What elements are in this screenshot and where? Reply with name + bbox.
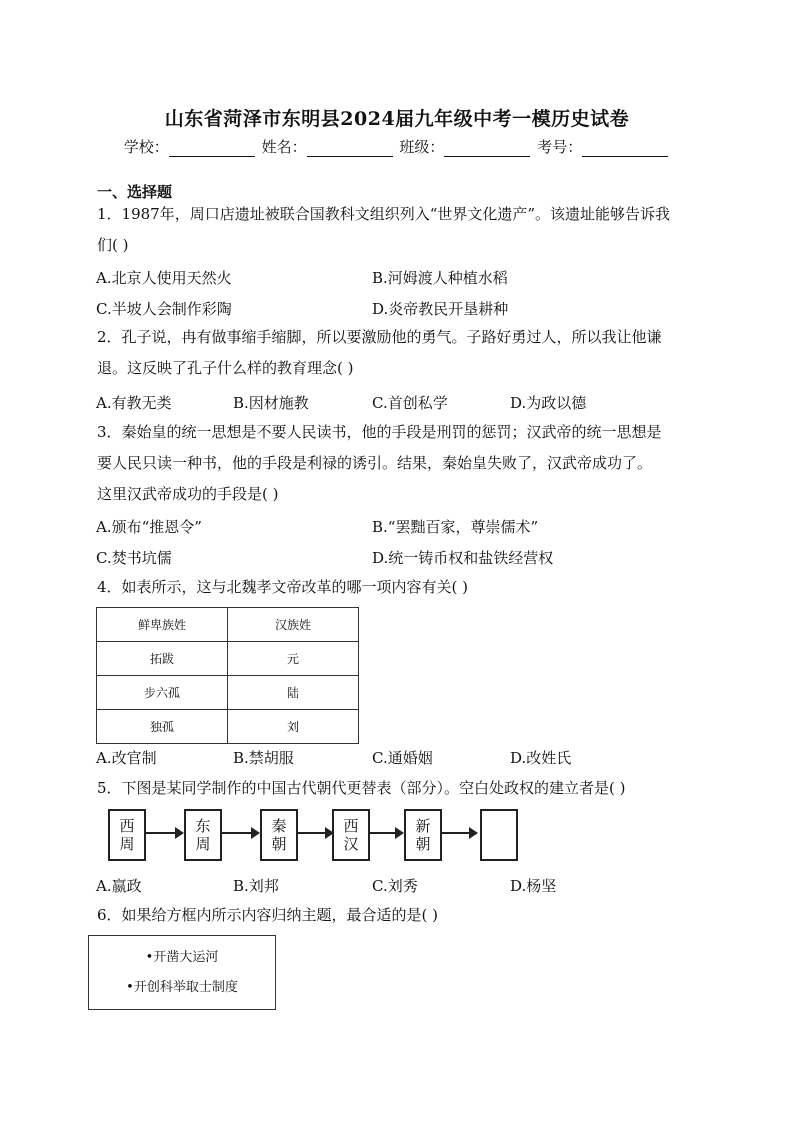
school-blank[interactable] xyxy=(169,142,255,157)
class-label: 班级： xyxy=(399,138,445,156)
option-d[interactable]: D.改姓氏 xyxy=(510,749,572,767)
option-c[interactable]: C.刘秀 xyxy=(372,877,418,895)
summary-box xyxy=(88,935,276,1010)
table-cell: 元 xyxy=(228,642,359,676)
option-d[interactable]: D.为政以德 xyxy=(510,394,587,412)
question-5 xyxy=(97,773,697,804)
exam-number-label: 考号： xyxy=(537,138,583,156)
option-a[interactable]: A.有教无类 xyxy=(96,394,172,412)
table-header-cell: 汉族姓 xyxy=(228,608,359,642)
option-b[interactable]: B.“罢黜百家，尊崇儒术” xyxy=(372,518,539,536)
question-text: 要人民只读一种书，他的手段是利禄的诱引。结果，秦始皇失败了，汉武帝成功了。 xyxy=(97,454,653,472)
surname-table xyxy=(96,607,359,744)
option-a[interactable]: A.颁布“推恩令” xyxy=(96,518,202,536)
dynasty-char: 西 xyxy=(119,817,135,835)
table-header-row xyxy=(97,608,359,642)
table-cell: 独孤 xyxy=(97,710,228,744)
option-d[interactable]: D.杨坚 xyxy=(510,877,557,895)
table-cell: 步六孤 xyxy=(97,676,228,710)
name-blank[interactable] xyxy=(307,142,393,157)
table-cell: 刘 xyxy=(228,710,359,744)
question-3 xyxy=(97,417,697,510)
dynasty-char: 西 xyxy=(343,817,359,835)
question-text: 4．如表所示，这与北魏孝文帝改革的哪一项内容有关( ) xyxy=(97,578,469,596)
option-d[interactable]: D.炎帝教民开垦耕种 xyxy=(372,300,509,318)
question-6 xyxy=(97,900,697,931)
student-info-line xyxy=(0,136,794,157)
option-b[interactable]: B.禁胡服 xyxy=(233,749,294,767)
dynasty-char: 东 xyxy=(195,817,211,835)
summary-line: •开凿大运河 xyxy=(145,950,219,965)
option-a[interactable]: A.改官制 xyxy=(96,749,157,767)
dynasty-char: 朝 xyxy=(271,835,287,853)
table-cell: 陆 xyxy=(228,676,359,710)
arrow-icon xyxy=(370,832,402,834)
option-b[interactable]: B.河姆渡人种植水稻 xyxy=(372,269,508,287)
option-c[interactable]: C.通婚姻 xyxy=(372,749,433,767)
question-text: 1．1987年，周口店遗址被联合国教科文组织列入“世界文化遗产”。该遗址能够告诉我 xyxy=(97,205,671,223)
dynasty-box xyxy=(108,809,146,861)
table-cell: 拓跋 xyxy=(97,642,228,676)
dynasty-box xyxy=(184,809,222,861)
dynasty-char: 朝 xyxy=(415,835,431,853)
dynasty-char: 周 xyxy=(195,835,211,853)
dynasty-box xyxy=(260,809,298,861)
dynasty-char: 秦 xyxy=(271,817,287,835)
blank-dynasty-box xyxy=(480,809,518,861)
question-2 xyxy=(97,322,697,384)
question-text: 5．下图是某同学制作的中国古代朝代更替表（部分）。空白处政权的建立者是( ) xyxy=(97,779,626,797)
dynasty-box xyxy=(404,809,442,861)
question-text: 6．如果给方框内所示内容归纳主题，最合适的是( ) xyxy=(97,906,439,924)
arrow-icon xyxy=(298,832,332,834)
option-b[interactable]: B.因材施教 xyxy=(233,394,309,412)
question-text: 3．秦始皇的统一思想是不要人民读书，他的手段是刑罚的惩罚；汉武帝的统一思想是 xyxy=(97,423,662,441)
dynasty-char: 新 xyxy=(415,817,431,835)
arrow-icon xyxy=(146,832,182,834)
table-row xyxy=(97,642,359,676)
question-1 xyxy=(97,199,697,261)
class-blank[interactable] xyxy=(444,142,530,157)
option-c[interactable]: C.首创私学 xyxy=(372,394,448,412)
summary-line: •开创科举取士制度 xyxy=(126,980,238,995)
question-text: 这里汉武帝成功的手段是( ) xyxy=(97,485,279,503)
option-d[interactable]: D.统一铸币权和盐铁经营权 xyxy=(372,549,554,567)
exam-title: 山东省菏泽市东明县2024届九年级中考一模历史试卷 xyxy=(164,108,630,130)
option-b[interactable]: B.刘邦 xyxy=(233,877,279,895)
arrow-icon xyxy=(442,832,476,834)
question-text: 退。这反映了孔子什么样的教育理念( ) xyxy=(97,359,354,377)
arrow-icon xyxy=(222,832,258,834)
table-header-cell: 鲜卑族姓 xyxy=(97,608,228,642)
option-a[interactable]: A.嬴政 xyxy=(96,877,142,895)
question-4 xyxy=(97,572,697,603)
table-row xyxy=(97,676,359,710)
option-c[interactable]: C.半坡人会制作彩陶 xyxy=(96,300,232,318)
school-label: 学校： xyxy=(123,138,169,156)
question-text: 们( ) xyxy=(97,236,129,254)
dynasty-box xyxy=(332,809,370,861)
option-a[interactable]: A.北京人使用天然火 xyxy=(96,269,232,287)
name-label: 姓名： xyxy=(261,138,307,156)
exam-number-blank[interactable] xyxy=(582,142,668,157)
question-text: 2．孔子说，冉有做事缩手缩脚，所以要激励他的勇气。子路好勇过人，所以我让他谦 xyxy=(97,328,662,346)
section-heading: 一、选择题 xyxy=(97,183,173,201)
dynasty-char: 汉 xyxy=(343,835,359,853)
dynasty-char: 周 xyxy=(119,835,135,853)
table-row xyxy=(97,710,359,744)
option-c[interactable]: C.焚书坑儒 xyxy=(96,549,172,567)
